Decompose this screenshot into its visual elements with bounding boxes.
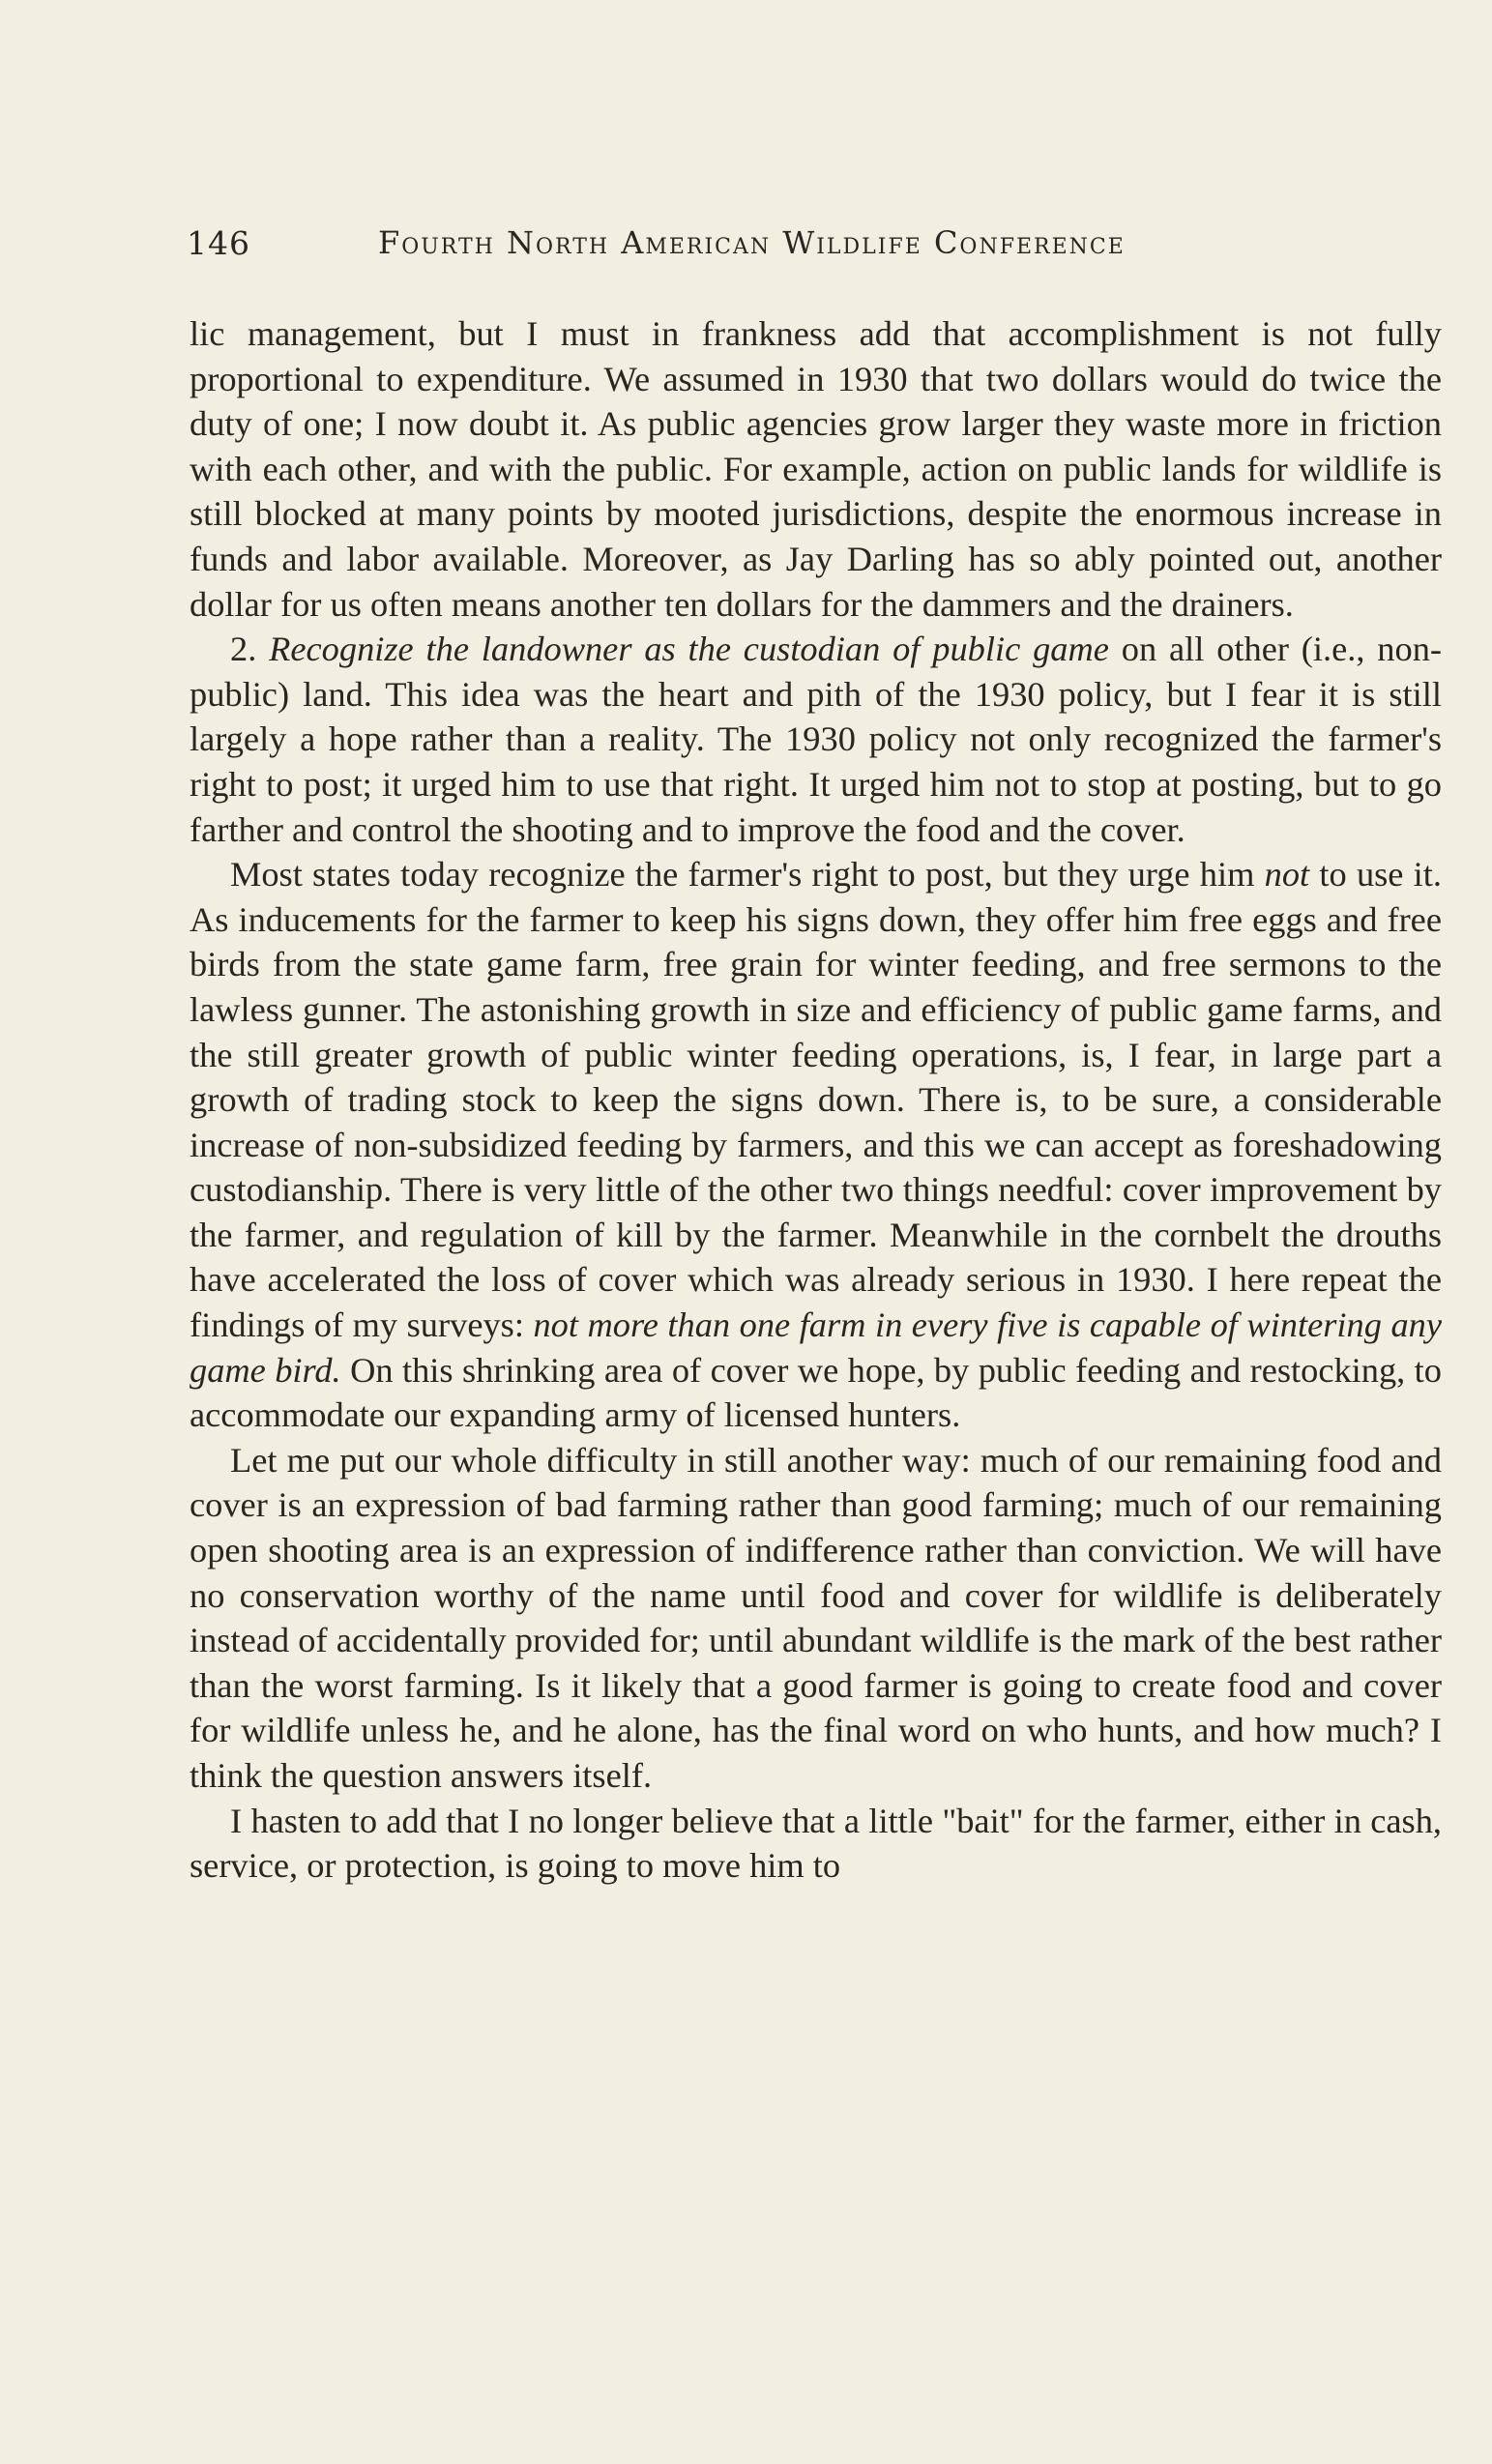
- text-run: to use it. As inducements for the farmer to keep his signs down, they offer him free eggs and free birds from the state game farm, free grain for winter feeding, and free sermons to the lawless gunner. The astonishing growth in size and efficiency of public game farms, and the still greater growth of public winter feeding operations, is, I fear, in large part a growth of trading stock to keep the signs down. There is, to be sure, a considerable increase of non-subsidized feeding by farmers, and this we can accept as foreshadowing custodianship. There is very little of the other two things needful: cover improvement by the farmer, and regulation of kill by the farmer. Meanwhile in the cornbelt the drouths have accelerated the loss of cover which was already serious in 1930. I here repeat the findings of my surveys:: [190, 855, 1442, 1345]
- italic-text-run: not: [1264, 855, 1310, 895]
- paragraph: [190, 1438, 1442, 1799]
- text-run: on all other (i.e., non-public) land. This idea was the heart and pith of the 1930 policy, but I fear it is still largely a hope rather than a reality. The 1930 policy not only recognized the farmer's right to post; it urged him to use that right. It urged him not to stop at posting, but to go farther and control the shooting and to improve the food and the cover.: [190, 630, 1443, 849]
- paragraph: [190, 627, 1442, 852]
- text-run: Most states today recognize the farmer's right to post, but they urge him: [230, 855, 1265, 895]
- text-run: On this shrinking area of cover we hope, by public feeding and restocking, to accommodate our expanding army of licensed hunters.: [190, 1350, 1442, 1435]
- paragraph: [190, 852, 1442, 1438]
- page-header: [187, 219, 1270, 277]
- body-text: [190, 311, 1442, 1889]
- page-number: 146: [187, 224, 250, 262]
- text-run: I hasten to add that I no longer believe that a little "bait" for the farmer, either in cash, service, or protection, is going to move him to: [190, 1801, 1442, 1886]
- text-run: Let me put our whole difficulty in still another way: much of our remaining food and cover is an expression of bad farming rather than good farming; much of our remaining open shooting area is an expression of indifference rather than conviction. We will have no conservation worthy of the name until food and cover for wildlife is deliberately instead of accidentally provided for; until abundant wildlife is the mark of the best rather than the worst farming. Is it likely that a good farmer is going to create food and cover for wildlife unless he, and he alone, has the final word on who hunts, and how much? I think the question answers itself.: [190, 1440, 1442, 1795]
- paragraph: [190, 311, 1442, 627]
- italic-text-run: not more than one farm in every five is capable of wintering any game bird.: [190, 1305, 1442, 1390]
- text-run: lic management, but I must in frankness add that accomplishment is not fully proportional to expenditure. We assumed in 1930 that two dollars would do twice the duty of one; I now doubt it. As public agencies grow larger they waste more in friction with each other, and with the public. For example, action on public lands for wildlife is still blocked at many points by mooted jurisdictions, despite the enormous increase in funds and labor available. Moreover, as Jay Darling has so ably pointed out, another dollar for us often means another ten dollars for the dammers and the drainers.: [190, 314, 1442, 624]
- running-head: Fourth North American Wildlife Conference: [378, 224, 1126, 261]
- text-run: 2.: [230, 630, 270, 669]
- paragraph: [190, 1799, 1442, 1889]
- italic-text-run: Recognize the landowner as the custodian of public game: [269, 630, 1109, 669]
